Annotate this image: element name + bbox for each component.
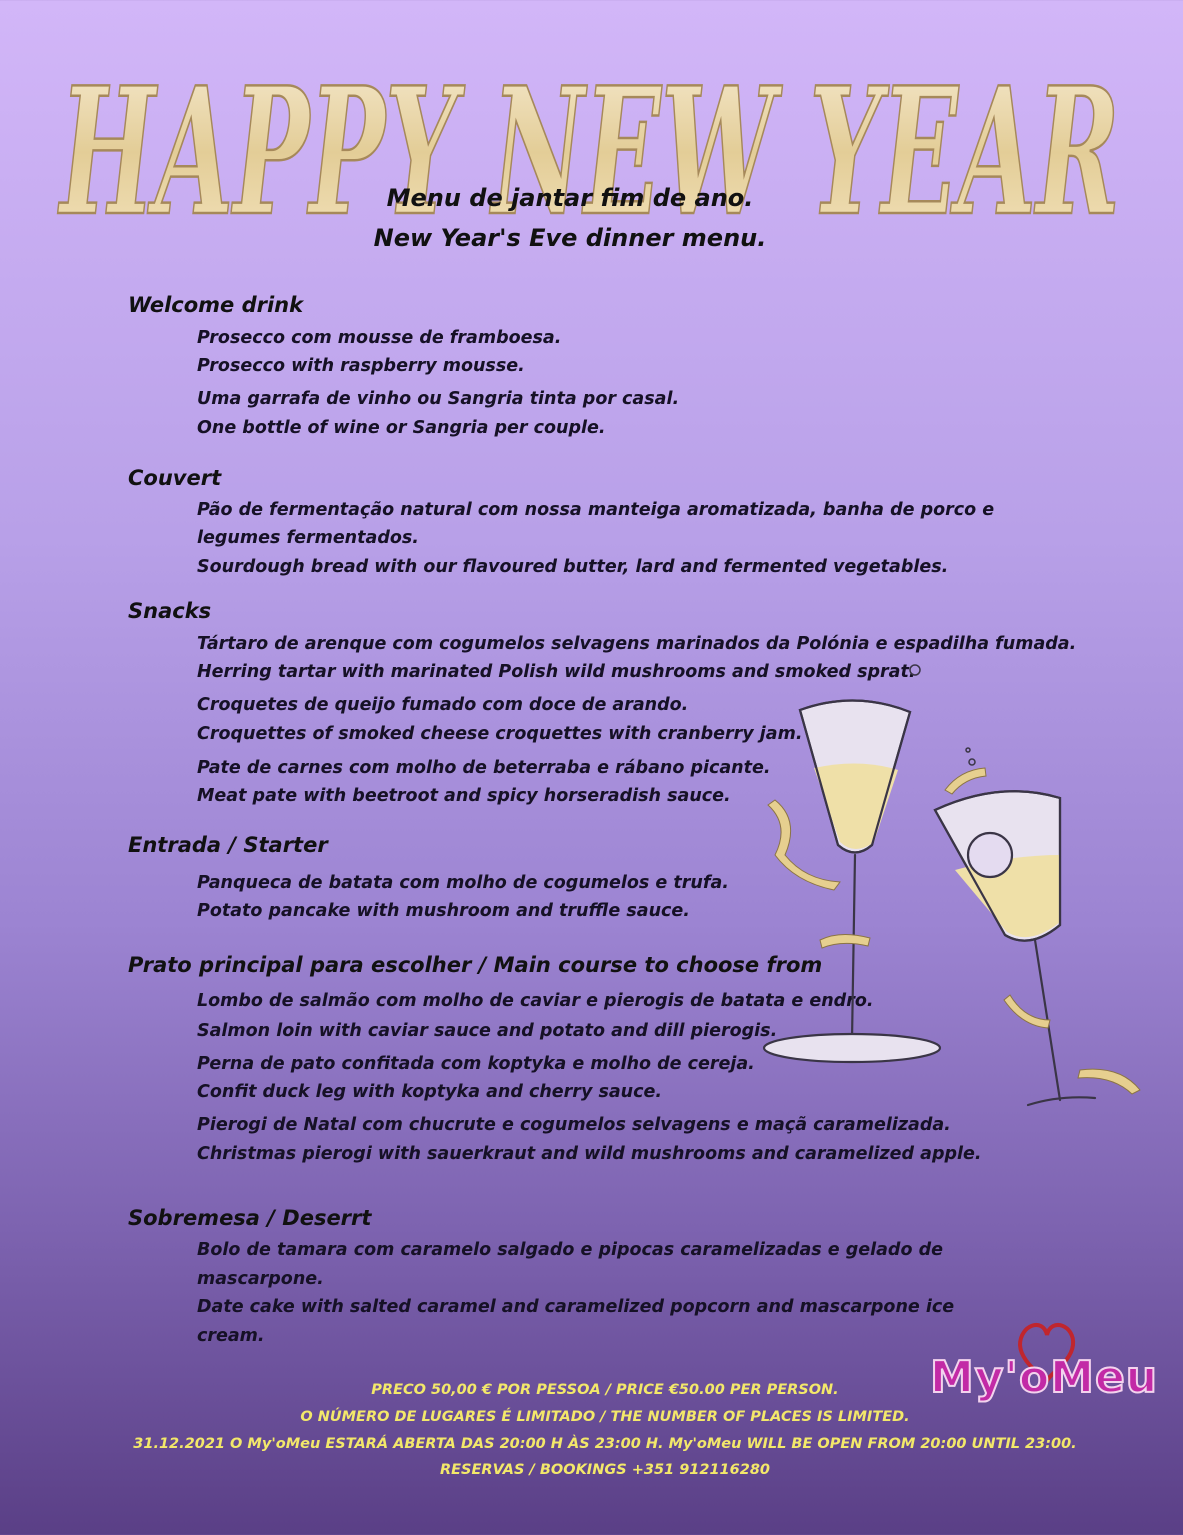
menu-line: Lombo de salmão com molho de caviar e pierogis de batata e endro.	[197, 991, 874, 1011]
section-title-main-course: Prato principal para escolher / Main course to choose from	[128, 953, 823, 977]
happy-new-year-banner	[40, 8, 1140, 258]
section-title-couvert: Couvert	[128, 466, 222, 490]
menu-line: legumes fermentados.	[197, 528, 419, 548]
logo-text: My'oMeu	[930, 1352, 1159, 1403]
menu-line: Date cake with salted caramel and caramelized popcorn and mascarpone ice	[197, 1297, 955, 1317]
menu-line: Pierogi de Natal com chucrute e cogumelos selvagens e maçã caramelizada.	[197, 1115, 951, 1135]
menu-line: Croquettes of smoked cheese croquettes with cranberry jam.	[197, 724, 803, 744]
menu-line: Salmon loin with caviar sauce and potato and dill pierogis.	[197, 1021, 778, 1041]
menu-line: Pate de carnes com molho de beterraba e rábano picante.	[197, 758, 771, 778]
menu-line: Pão de fermentação natural com nossa manteiga aromatizada, banha de porco e	[197, 500, 995, 520]
menu-line: Meat pate with beetroot and spicy horseradish sauce.	[197, 786, 731, 806]
section-title-snacks: Snacks	[128, 599, 212, 623]
menu-line: Herring tartar with marinated Polish wild mushrooms and smoked sprat.	[197, 662, 916, 682]
menu-line: mascarpone.	[197, 1269, 324, 1289]
section-title-starter: Entrada / Starter	[128, 833, 328, 857]
menu-line: Potato pancake with mushroom and truffle sauce.	[197, 901, 690, 921]
section-title-welcome-drink: Welcome drink	[128, 293, 304, 317]
menu-line: Prosecco com mousse de framboesa.	[197, 328, 562, 348]
menu-line: One bottle of wine or Sangria per couple.	[197, 418, 606, 438]
menu-line: Christmas pierogi with sauerkraut and wild mushrooms and caramelized apple.	[197, 1144, 982, 1164]
footer-price: PRECO 50,00 € POR PESSOA / PRICE €50.00 PER PERSON.	[371, 1382, 839, 1398]
footer-bookings: RESERVAS / BOOKINGS +351 912116280	[439, 1462, 770, 1478]
champagne-glasses-icon	[760, 650, 1160, 1130]
menu-line: Bolo de tamara com caramelo salgado e pipocas caramelizadas e gelado de	[197, 1240, 943, 1260]
menu-heading-pt: Menu de jantar fim de ano.	[386, 184, 754, 212]
footer-places: O NÚMERO DE LUGARES É LIMITADO / THE NUMBER OF PLACES IS LIMITED.	[300, 1409, 910, 1425]
menu-line: Sourdough bread with our flavoured butter, lard and fermented vegetables.	[197, 557, 949, 577]
banner-text: HAPPY NEW YEAR	[57, 50, 1120, 255]
menu-line: Confit duck leg with koptyka and cherry sauce.	[197, 1082, 663, 1102]
menu-line: Croquetes de queijo fumado com doce de arando.	[197, 695, 689, 715]
menu-heading-en: New Year's Eve dinner menu.	[373, 224, 767, 252]
footer-hours: 31.12.2021 O My'oMeu ESTARÁ ABERTA DAS 20:00 H ÀS 23:00 H. My'oMeu WILL BE OPEN FROM 20:00 UNTIL 23:00.	[133, 1436, 1077, 1452]
menu-line: Uma garrafa de vinho ou Sangria tinta por casal.	[197, 389, 680, 409]
menu-line: Perna de pato confitada com koptyka e molho de cereja.	[197, 1054, 755, 1074]
menu-line: cream.	[197, 1326, 265, 1346]
menu-line: Prosecco with raspberry mousse.	[197, 356, 525, 376]
menu-line: Panqueca de batata com molho de cogumelos e trufa.	[197, 873, 729, 893]
menu-line: Tártaro de arenque com cogumelos selvagens marinados da Polónia e espadilha fumada.	[197, 634, 1077, 654]
section-title-dessert: Sobremesa / Deserrt	[128, 1206, 372, 1230]
